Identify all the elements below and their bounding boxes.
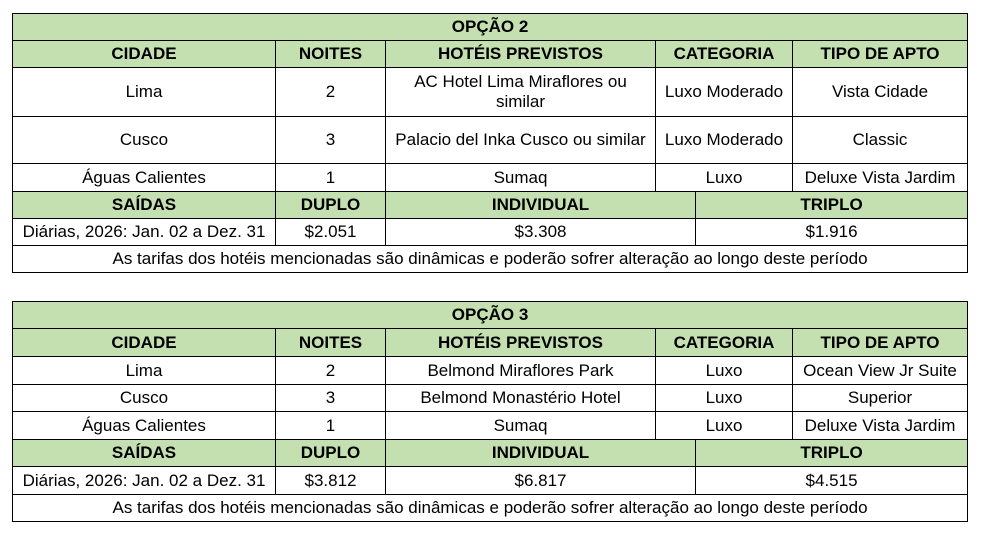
cell-categoria: Luxo Moderado bbox=[656, 68, 793, 117]
cell-categoria: Luxo bbox=[656, 385, 793, 412]
cell-cidade: Águas Calientes bbox=[13, 164, 276, 192]
price-row bbox=[13, 219, 968, 246]
cell-tipo: Ocean View Jr Suite bbox=[793, 357, 968, 385]
header-individual: INDIVIDUAL bbox=[386, 440, 696, 467]
cell-noites: 2 bbox=[276, 357, 386, 385]
table-row bbox=[13, 68, 968, 117]
cell-cidade: Lima bbox=[13, 68, 276, 117]
cell-noites: 1 bbox=[276, 412, 386, 440]
cell-categoria: Luxo bbox=[656, 357, 793, 385]
table-row bbox=[13, 357, 968, 385]
rates-note: As tarifas dos hotéis mencionadas são dinâmicas e poderão sofrer alteração ao longo deste período bbox=[13, 495, 968, 522]
cell-noites: 3 bbox=[276, 117, 386, 164]
header-categoria: CATEGORIA bbox=[656, 41, 793, 68]
header-hoteis: HOTÉIS PREVISTOS bbox=[386, 329, 656, 357]
cell-categoria: Luxo Moderado bbox=[656, 117, 793, 164]
table-row bbox=[13, 412, 968, 440]
option-2-table bbox=[12, 13, 968, 273]
header-hoteis: HOTÉIS PREVISTOS bbox=[386, 41, 656, 68]
cell-duplo: $3.812 bbox=[276, 467, 386, 495]
option-3-table bbox=[12, 301, 968, 522]
table-row bbox=[13, 117, 968, 164]
header-saidas: SAÍDAS bbox=[13, 440, 276, 467]
header-noites: NOITES bbox=[276, 329, 386, 357]
cell-hotel: Palacio del Inka Cusco ou similar bbox=[386, 117, 656, 164]
cell-tipo: Vista Cidade bbox=[793, 68, 968, 117]
rates-note: As tarifas dos hotéis mencionadas são dinâmicas e poderão sofrer alteração ao longo deste período bbox=[13, 246, 968, 273]
cell-hotel: Sumaq bbox=[386, 164, 656, 192]
option-title: OPÇÃO 3 bbox=[13, 302, 968, 329]
cell-tipo: Deluxe Vista Jardim bbox=[793, 412, 968, 440]
cell-categoria: Luxo bbox=[656, 164, 793, 192]
header-cidade: CIDADE bbox=[13, 41, 276, 68]
cell-hotel: Belmond Monastério Hotel bbox=[386, 385, 656, 412]
header-tipo: TIPO DE APTO bbox=[793, 41, 968, 68]
cell-noites: 1 bbox=[276, 164, 386, 192]
header-cidade: CIDADE bbox=[13, 329, 276, 357]
header-triplo: TRIPLO bbox=[696, 440, 968, 467]
header-saidas: SAÍDAS bbox=[13, 192, 276, 219]
cell-triplo: $1.916 bbox=[696, 219, 968, 246]
option-title: OPÇÃO 2 bbox=[13, 14, 968, 41]
cell-individual: $6.817 bbox=[386, 467, 696, 495]
table-row bbox=[13, 164, 968, 192]
cell-cidade: Lima bbox=[13, 357, 276, 385]
cell-hotel: Belmond Miraflores Park bbox=[386, 357, 656, 385]
cell-tipo: Superior bbox=[793, 385, 968, 412]
cell-individual: $3.308 bbox=[386, 219, 696, 246]
header-duplo: DUPLO bbox=[276, 192, 386, 219]
cell-cidade: Águas Calientes bbox=[13, 412, 276, 440]
cell-cidade: Cusco bbox=[13, 385, 276, 412]
cell-hotel: Sumaq bbox=[386, 412, 656, 440]
header-tipo: TIPO DE APTO bbox=[793, 329, 968, 357]
cell-saidas: Diárias, 2026: Jan. 02 a Dez. 31 bbox=[13, 219, 276, 246]
cell-triplo: $4.515 bbox=[696, 467, 968, 495]
header-triplo: TRIPLO bbox=[696, 192, 968, 219]
cell-hotel: AC Hotel Lima Miraflores ou similar bbox=[386, 68, 656, 117]
table-row bbox=[13, 385, 968, 412]
header-categoria: CATEGORIA bbox=[656, 329, 793, 357]
cell-noites: 3 bbox=[276, 385, 386, 412]
cell-tipo: Classic bbox=[793, 117, 968, 164]
header-noites: NOITES bbox=[276, 41, 386, 68]
header-individual: INDIVIDUAL bbox=[386, 192, 696, 219]
header-duplo: DUPLO bbox=[276, 440, 386, 467]
cell-tipo: Deluxe Vista Jardim bbox=[793, 164, 968, 192]
cell-noites: 2 bbox=[276, 68, 386, 117]
cell-saidas: Diárias, 2026: Jan. 02 a Dez. 31 bbox=[13, 467, 276, 495]
cell-categoria: Luxo bbox=[656, 412, 793, 440]
price-row bbox=[13, 467, 968, 495]
cell-duplo: $2.051 bbox=[276, 219, 386, 246]
cell-cidade: Cusco bbox=[13, 117, 276, 164]
